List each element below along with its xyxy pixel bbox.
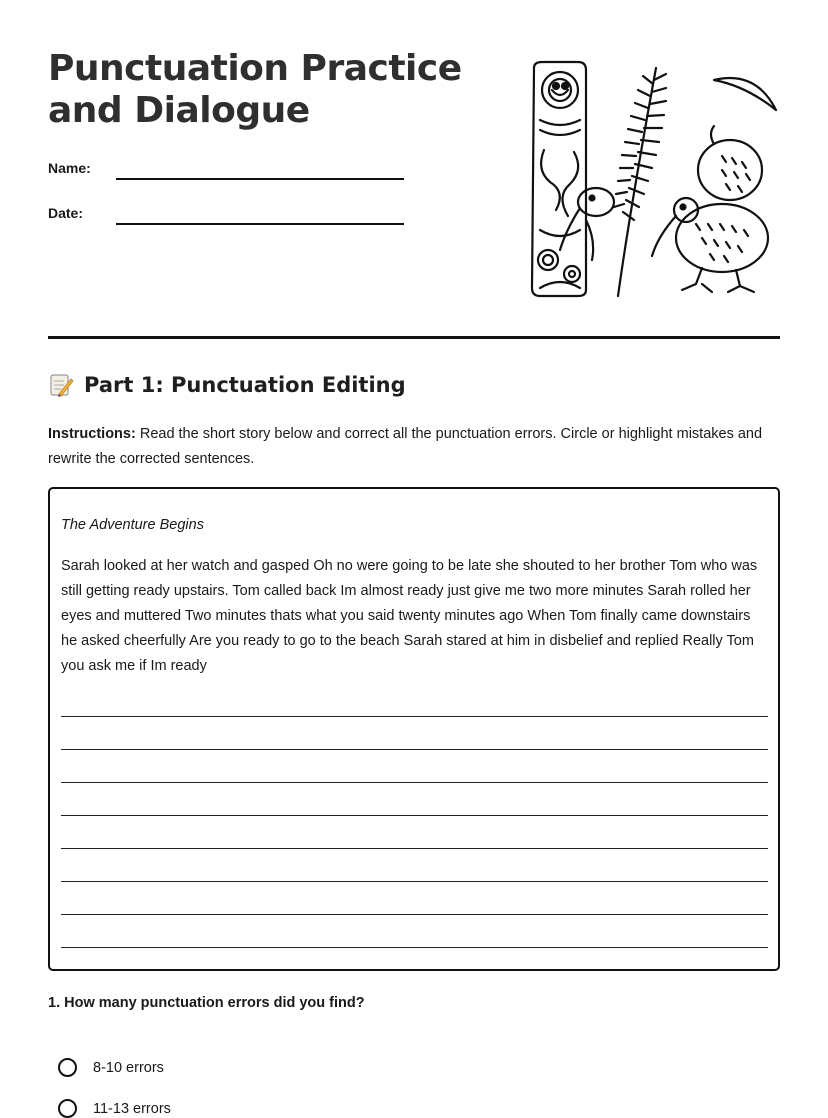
- date-write-line[interactable]: [116, 223, 404, 225]
- name-label: Name:: [48, 160, 91, 176]
- part1-heading: [48, 372, 406, 398]
- instructions: [48, 422, 780, 472]
- date-field[interactable]: [48, 205, 83, 221]
- memo-icon: [48, 372, 74, 398]
- title-line-1: Punctuation Practice: [48, 48, 462, 89]
- worksheet-header: [48, 48, 780, 310]
- answer-line[interactable]: [61, 782, 768, 783]
- answer-line[interactable]: [61, 881, 768, 882]
- question-1: 1. How many punctuation errors did you find?: [48, 995, 365, 1011]
- option-label: 11-13 errors: [93, 1100, 171, 1117]
- date-label: Date:: [48, 205, 84, 221]
- story-box: [48, 487, 780, 971]
- answer-line[interactable]: [61, 947, 768, 948]
- radio-button[interactable]: [58, 1099, 77, 1118]
- part1-heading-text: Part 1: Punctuation Editing: [84, 373, 406, 397]
- story-title: The Adventure Begins: [61, 517, 204, 533]
- name-field[interactable]: [48, 160, 91, 176]
- instructions-label: Instructions:: [48, 426, 136, 442]
- option-8-10-errors[interactable]: [58, 1058, 164, 1077]
- name-write-line[interactable]: [116, 178, 404, 180]
- answer-line[interactable]: [61, 749, 768, 750]
- answer-line[interactable]: [61, 716, 768, 717]
- answer-line[interactable]: [61, 914, 768, 915]
- maori-carving-fern-kiwi-illustration: [526, 60, 780, 300]
- radio-button[interactable]: [58, 1058, 77, 1077]
- story-text: Sarah looked at her watch and gasped Oh no were going to be late she shouted to her brother Tom who was still getting ready upstairs. Tom called back Im almost ready just give me two more minutes Sarah rolled her eyes and muttered Two minutes thats what you said twenty minutes ago When Tom finally came downstairs he asked cheerfully Are you ready to go to the beach Sarah stared at him in disbelief and replied Really Tom you ask me if Im ready: [61, 558, 758, 674]
- instructions-text: Read the short story below and correct all the punctuation errors. Circle or highlight mistakes and rewrite the corrected sentences.: [48, 426, 763, 467]
- answer-line[interactable]: [61, 848, 768, 849]
- option-11-13-errors[interactable]: [58, 1099, 171, 1118]
- option-label: 8-10 errors: [93, 1059, 164, 1076]
- answer-line[interactable]: [61, 815, 768, 816]
- section-divider: [48, 336, 780, 339]
- title-line-2: and Dialogue: [48, 90, 310, 131]
